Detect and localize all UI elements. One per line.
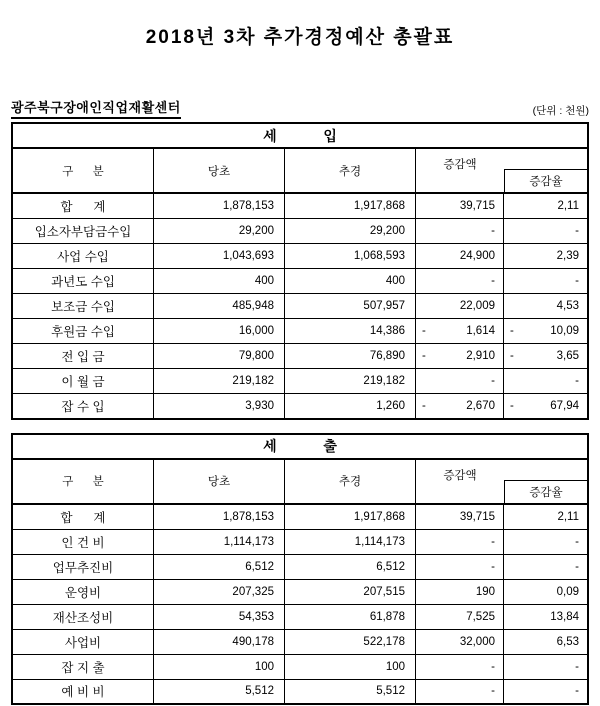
- rate-value: -: [575, 375, 579, 387]
- category-cell: 이 월 금: [13, 369, 154, 393]
- initial-amount-cell: 485,948: [154, 294, 285, 318]
- initial-amount-cell: 207,325: [154, 580, 285, 604]
- revised-amount-cell: 100: [285, 655, 416, 679]
- expenditure-table: [11, 433, 589, 706]
- table-row: [13, 505, 587, 530]
- rate-cell: [504, 655, 587, 679]
- initial-amount-cell: 5,512: [154, 680, 285, 704]
- rate-value: -: [575, 275, 579, 287]
- category-cell: 잡 지 출: [13, 655, 154, 679]
- revised-amount-cell: 507,957: [285, 294, 416, 318]
- rate-value: 2,39: [556, 250, 579, 262]
- delta-amount-cell: [416, 294, 504, 318]
- rate-cell: [504, 294, 587, 318]
- revised-amount-cell: 1,917,868: [285, 194, 416, 218]
- rate-cell: [504, 369, 587, 393]
- rate-cell: [504, 505, 587, 529]
- delta-amount-cell: [416, 605, 504, 629]
- delta-amount-cell: [416, 630, 504, 654]
- rate-cell: [504, 605, 587, 629]
- expenditure-section-title: 세 출: [13, 435, 587, 460]
- initial-amount-cell: 6,512: [154, 555, 285, 579]
- org-row: [11, 97, 589, 119]
- delta-amount-cell: [416, 680, 504, 704]
- category-cell: 잡 수 입: [13, 394, 154, 418]
- delta-amount-cell: [416, 269, 504, 293]
- rate-cell: [504, 394, 587, 418]
- expenditure-header-row: [13, 460, 587, 505]
- initial-amount-cell: 1,878,153: [154, 194, 285, 218]
- initial-amount-cell: 1,878,153: [154, 505, 285, 529]
- unit-note: (단위 : 천원): [532, 105, 589, 117]
- delta-value: 2,910: [466, 350, 495, 362]
- delta-value: -: [491, 535, 495, 548]
- revenue-table: [11, 122, 589, 420]
- org-name: 광주북구장애인직업재활센터: [11, 97, 181, 119]
- rate-sign: -: [510, 350, 514, 362]
- delta-sign: -: [422, 399, 426, 412]
- revenue-header-row: [13, 149, 587, 194]
- delta-amount-cell: [416, 244, 504, 268]
- category-cell: 업무추진비: [13, 555, 154, 579]
- rate-value: -: [575, 225, 579, 237]
- table-row: [13, 555, 587, 580]
- table-row: [13, 630, 587, 655]
- category-cell: 운영비: [13, 580, 154, 604]
- table-row: [13, 655, 587, 680]
- rate-value: 3,65: [556, 350, 579, 362]
- category-cell: 입소자부담금수입: [13, 219, 154, 243]
- delta-value: 22,009: [459, 300, 495, 312]
- delta-amount-cell: [416, 194, 504, 218]
- rate-cell: [504, 580, 587, 604]
- category-cell: 인 건 비: [13, 530, 154, 554]
- delta-value: 32,000: [459, 635, 495, 648]
- header-delta: 증감액: [443, 469, 477, 482]
- table-row: [13, 394, 587, 418]
- delta-value: 39,715: [459, 200, 495, 212]
- revenue-rows: [13, 194, 587, 418]
- header-revised: 추경: [285, 460, 416, 503]
- rate-value: 67,94: [550, 399, 579, 412]
- header-delta: 증감액: [443, 159, 477, 171]
- rate-value: 6,53: [556, 635, 579, 648]
- delta-value: 190: [475, 585, 495, 598]
- delta-value: -: [491, 225, 495, 237]
- rate-cell: [504, 344, 587, 368]
- table-row: [13, 194, 587, 219]
- header-revised: 추경: [285, 149, 416, 192]
- header-initial: 당초: [154, 460, 285, 503]
- delta-amount-cell: [416, 580, 504, 604]
- revised-amount-cell: 1,068,593: [285, 244, 416, 268]
- table-row: [13, 580, 587, 605]
- category-cell: 보조금 수입: [13, 294, 154, 318]
- delta-value: -: [491, 660, 495, 673]
- rate-value: -: [575, 560, 579, 573]
- delta-value: 24,900: [459, 250, 495, 262]
- revised-amount-cell: 29,200: [285, 219, 416, 243]
- delta-amount-cell: [416, 530, 504, 554]
- initial-amount-cell: 79,800: [154, 344, 285, 368]
- delta-value: 7,525: [466, 610, 495, 623]
- delta-value: 2,670: [466, 399, 495, 412]
- category-cell: 합 계: [13, 194, 154, 218]
- revised-amount-cell: 6,512: [285, 555, 416, 579]
- rate-value: 4,53: [556, 300, 579, 312]
- revised-amount-cell: 219,182: [285, 369, 416, 393]
- expenditure-rows: [13, 505, 587, 704]
- delta-value: -: [491, 375, 495, 387]
- delta-amount-cell: [416, 319, 504, 343]
- rate-value: -: [575, 535, 579, 548]
- category-cell: 과년도 수입: [13, 269, 154, 293]
- table-row: [13, 344, 587, 369]
- rate-cell: [504, 555, 587, 579]
- initial-amount-cell: 29,200: [154, 219, 285, 243]
- header-category: 구 분: [13, 149, 154, 192]
- delta-value: -: [491, 275, 495, 287]
- delta-amount-cell: [416, 344, 504, 368]
- rate-sign: -: [510, 399, 514, 412]
- initial-amount-cell: 219,182: [154, 369, 285, 393]
- revised-amount-cell: 76,890: [285, 344, 416, 368]
- rate-value: -: [575, 685, 579, 698]
- delta-sign: -: [422, 325, 426, 337]
- revised-amount-cell: 5,512: [285, 680, 416, 704]
- header-category: 구 분: [13, 460, 154, 503]
- initial-amount-cell: 3,930: [154, 394, 285, 418]
- delta-amount-cell: [416, 219, 504, 243]
- delta-value: -: [491, 560, 495, 573]
- table-row: [13, 244, 587, 269]
- delta-amount-cell: [416, 394, 504, 418]
- initial-amount-cell: 54,353: [154, 605, 285, 629]
- delta-sign: -: [422, 350, 426, 362]
- table-row: [13, 319, 587, 344]
- category-cell: 후원금 수입: [13, 319, 154, 343]
- table-row: [13, 369, 587, 394]
- rate-value: 13,84: [550, 610, 579, 623]
- initial-amount-cell: 400: [154, 269, 285, 293]
- rate-value: 2,11: [557, 510, 579, 523]
- rate-sign: -: [510, 325, 514, 337]
- rate-cell: [504, 319, 587, 343]
- initial-amount-cell: 1,114,173: [154, 530, 285, 554]
- revised-amount-cell: 1,114,173: [285, 530, 416, 554]
- rate-cell: [504, 219, 587, 243]
- revised-amount-cell: 14,386: [285, 319, 416, 343]
- category-cell: 합 계: [13, 505, 154, 529]
- table-row: [13, 294, 587, 319]
- initial-amount-cell: 490,178: [154, 630, 285, 654]
- table-row: [13, 605, 587, 630]
- revenue-section-title: 세 입: [13, 124, 587, 149]
- rate-cell: [504, 244, 587, 268]
- initial-amount-cell: 16,000: [154, 319, 285, 343]
- delta-amount-cell: [416, 555, 504, 579]
- delta-amount-cell: [416, 655, 504, 679]
- table-row: [13, 219, 587, 244]
- rate-cell: [504, 680, 587, 704]
- header-initial: 당초: [154, 149, 285, 192]
- document-title: 2018년 3차 추가경정예산 총괄표: [145, 27, 455, 48]
- revised-amount-cell: 400: [285, 269, 416, 293]
- category-cell: 전 입 금: [13, 344, 154, 368]
- rate-cell: [504, 630, 587, 654]
- rate-value: -: [575, 660, 579, 673]
- delta-value: 39,715: [459, 510, 495, 523]
- revised-amount-cell: 1,260: [285, 394, 416, 418]
- category-cell: 예 비 비: [13, 680, 154, 704]
- delta-value: -: [491, 685, 495, 698]
- rate-value: 0,09: [556, 585, 579, 598]
- revised-amount-cell: 61,878: [285, 605, 416, 629]
- rate-value: 2,11: [557, 200, 579, 212]
- header-rate: 증감율: [504, 169, 587, 192]
- category-cell: 재산조성비: [13, 605, 154, 629]
- revised-amount-cell: 207,515: [285, 580, 416, 604]
- initial-amount-cell: 1,043,693: [154, 244, 285, 268]
- header-delta-group: [416, 460, 587, 503]
- delta-value: 1,614: [466, 325, 495, 337]
- table-row: [13, 269, 587, 294]
- table-row: [13, 530, 587, 555]
- header-delta-group: [416, 149, 587, 192]
- table-row: [13, 680, 587, 704]
- initial-amount-cell: 100: [154, 655, 285, 679]
- revised-amount-cell: 1,917,868: [285, 505, 416, 529]
- category-cell: 사업 수입: [13, 244, 154, 268]
- delta-amount-cell: [416, 369, 504, 393]
- rate-cell: [504, 530, 587, 554]
- delta-amount-cell: [416, 505, 504, 529]
- rate-cell: [504, 269, 587, 293]
- header-rate: 증감율: [504, 480, 587, 503]
- rate-cell: [504, 194, 587, 218]
- category-cell: 사업비: [13, 630, 154, 654]
- revised-amount-cell: 522,178: [285, 630, 416, 654]
- rate-value: 10,09: [550, 325, 579, 337]
